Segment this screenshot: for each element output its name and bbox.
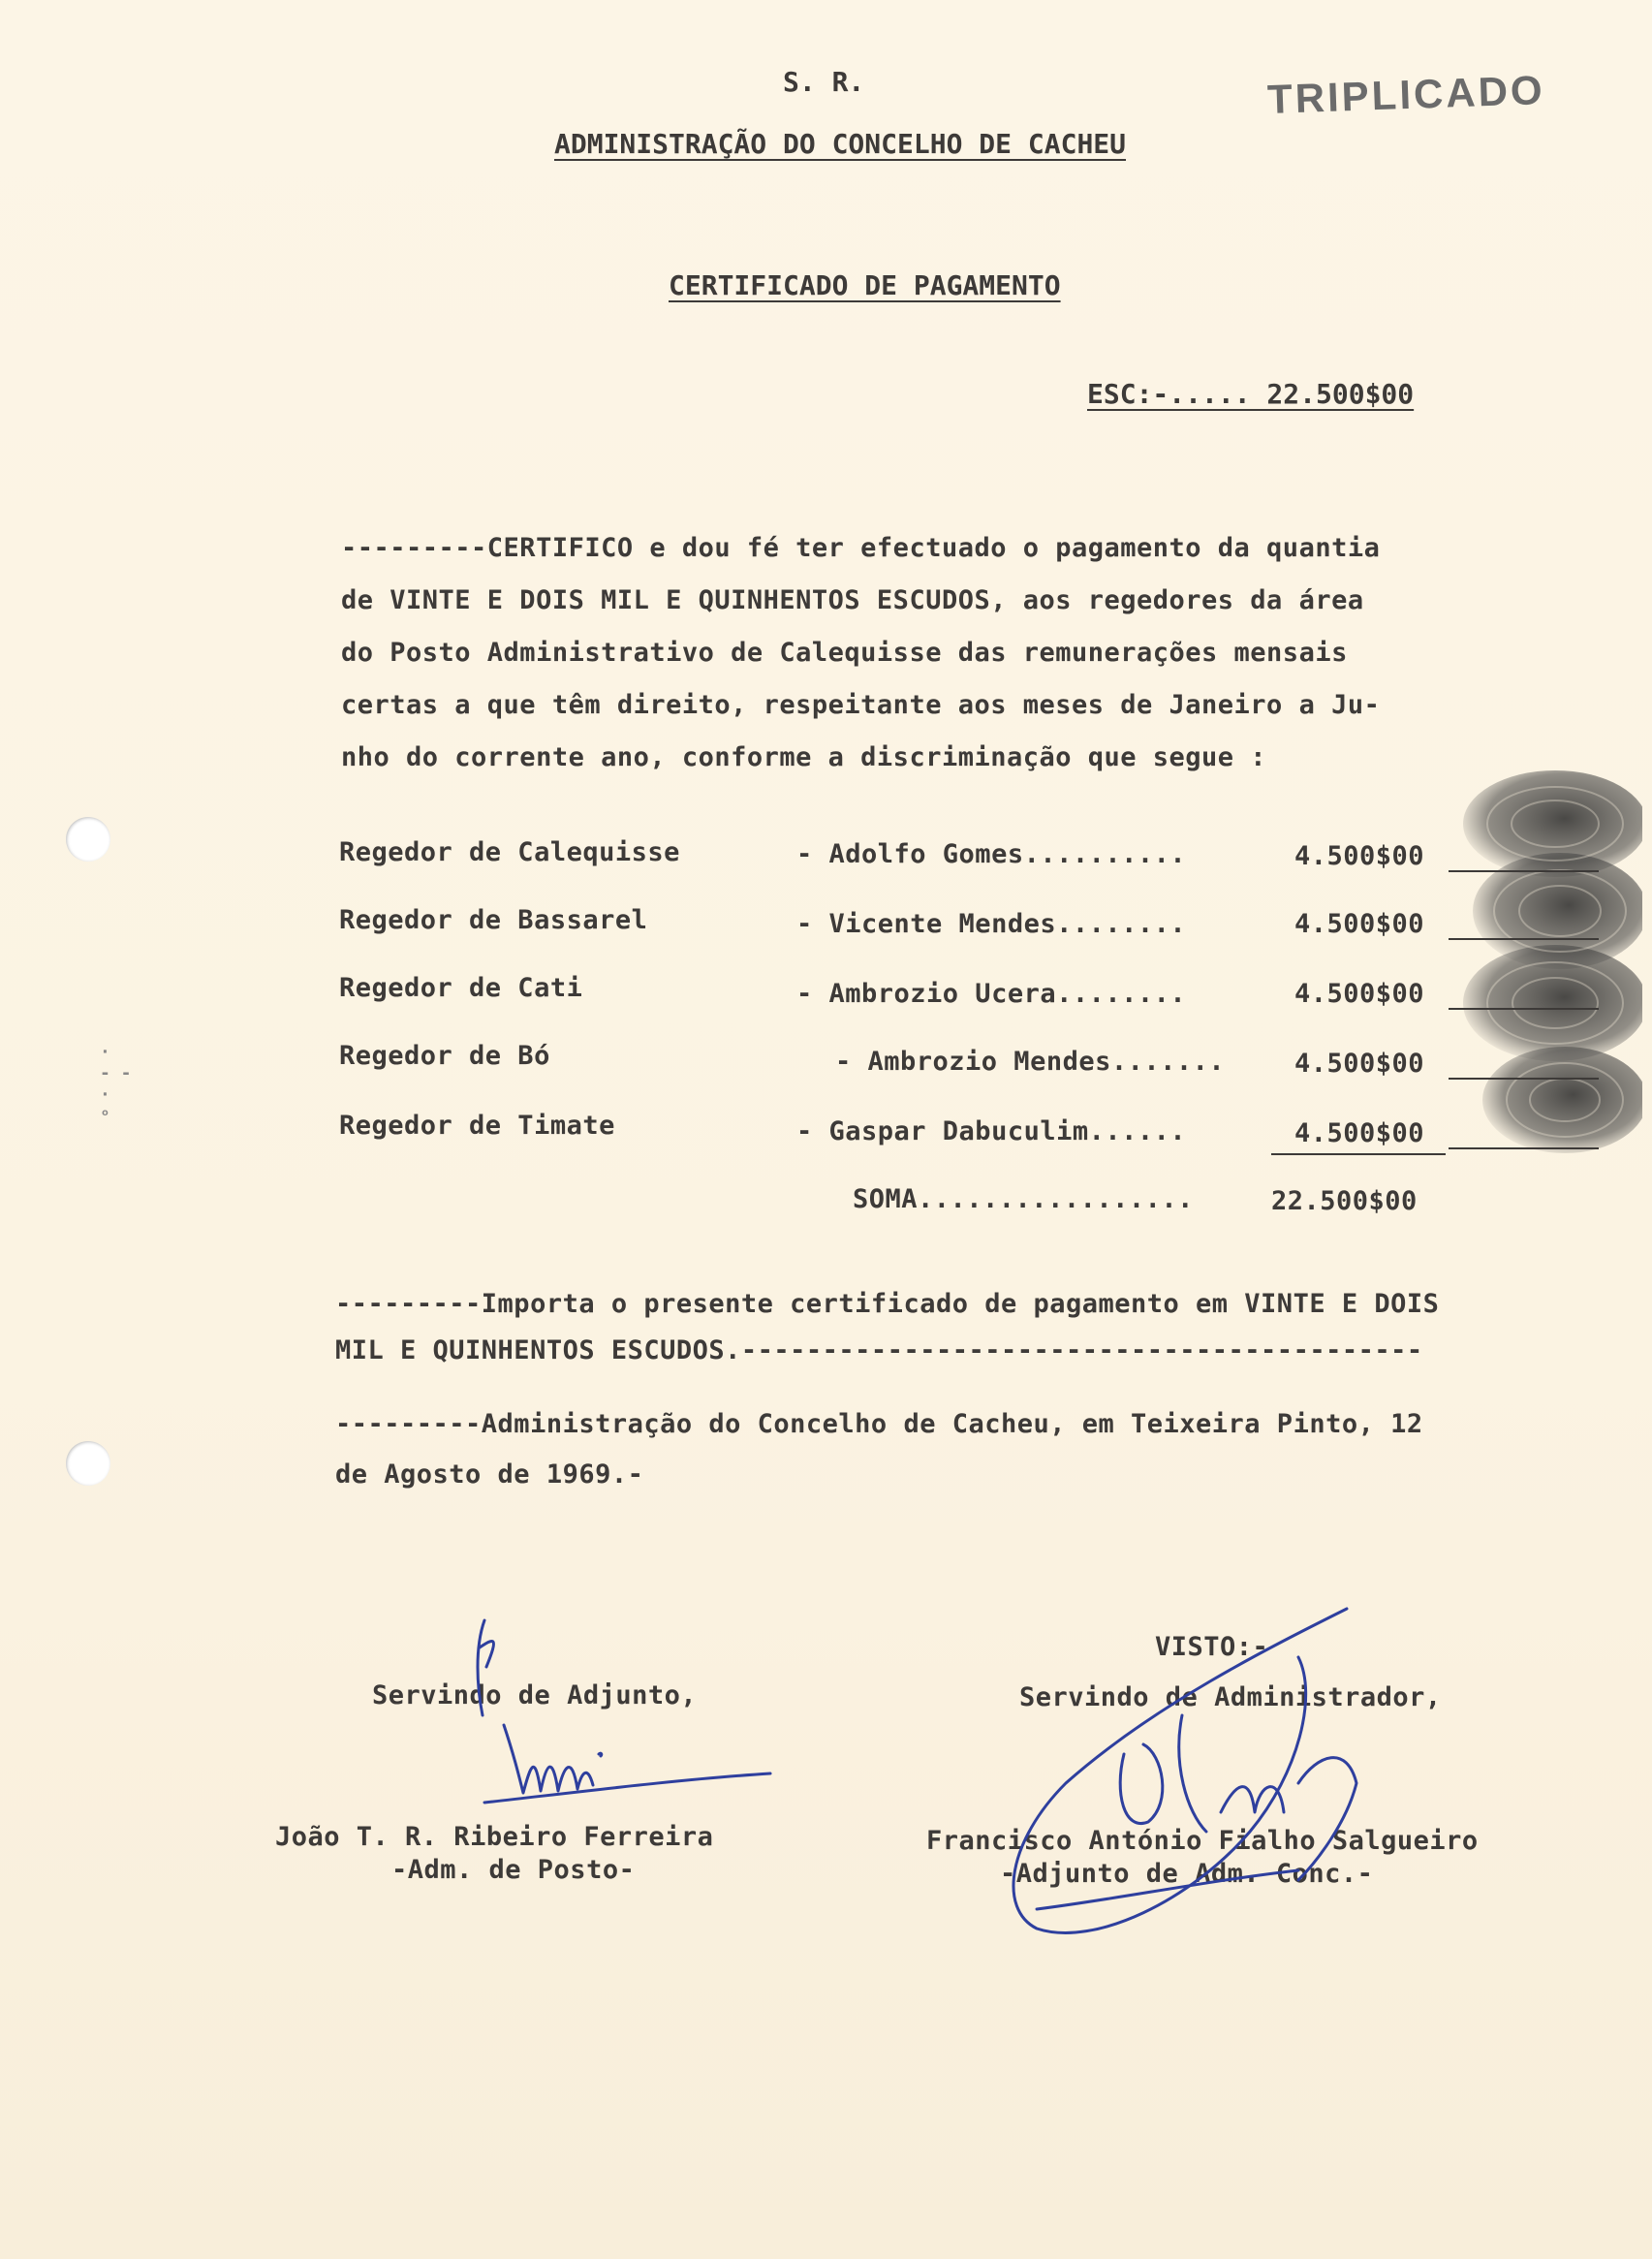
left-signer-name: João T. R. Ribeiro Ferreira — [275, 1822, 714, 1852]
sum-rule — [1271, 1153, 1446, 1155]
paragraph-line-3: do Posto Administrativo de Calequisse das remunerações mensais — [341, 638, 1348, 668]
paragraph-line-2: de VINTE E DOIS MIL E QUINHENTOS ESCUDOS, aos regedores da área — [341, 585, 1364, 615]
right-signer-name: Francisco António Fialho Salgueiro — [926, 1826, 1479, 1856]
payment-role-5: Regedor de Timate — [339, 1111, 615, 1141]
left-signer-lead: Servindo de Adjunto, — [372, 1680, 698, 1710]
payment-amount-1: 4.500$00 — [1294, 841, 1425, 871]
office-heading: ADMINISTRAÇÃO DO CONCELHO DE CACHEU — [554, 128, 1127, 160]
payment-line-1 — [1449, 870, 1599, 872]
payment-name-5: - Gaspar Dabuculim...... — [796, 1116, 1187, 1146]
payment-amount-3: 4.500$00 — [1294, 979, 1425, 1009]
triplicado-stamp: TRIPLICADO — [1266, 67, 1546, 122]
visto-label: VISTO:- — [1155, 1632, 1269, 1662]
paragraph-line-1: ---------CERTIFICO e dou fé ter efectuado o pagamento da quantia — [341, 533, 1381, 563]
payment-role-3: Regedor de Cati — [339, 973, 583, 1003]
document-title: CERTIFICADO DE PAGAMENTO — [669, 269, 1061, 301]
payment-role-2: Regedor de Bassarel — [339, 905, 648, 935]
sr-heading: S. R. — [783, 66, 865, 98]
sum-label: SOMA................. — [853, 1184, 1194, 1214]
date-line-1: ---------Administração do Concelho de Cacheu, em Teixeira Pinto, 12 — [335, 1409, 1423, 1439]
total-amount-header: ESC:-..... 22.500$00 — [1087, 378, 1415, 410]
payment-name-1: - Adolfo Gomes.......... — [796, 839, 1187, 869]
payment-line-3 — [1449, 1008, 1599, 1010]
left-signer-title: -Adm. de Posto- — [391, 1855, 636, 1885]
payment-name-2: - Vicente Mendes........ — [796, 909, 1187, 939]
punch-hole-top — [66, 817, 110, 862]
payment-amount-5: 4.500$00 — [1294, 1118, 1425, 1148]
paragraph-line-5: nho do corrente ano, conforme a discriminação que segue : — [341, 742, 1267, 772]
import-line-1: ---------Importa o presente certificado de pagamento em VINTE E DOIS — [335, 1289, 1440, 1319]
sum-amount: 22.500$00 — [1271, 1186, 1418, 1216]
payment-line-2 — [1449, 938, 1599, 940]
punch-hole-bottom — [66, 1441, 110, 1486]
payment-name-4: - Ambrozio Mendes....... — [835, 1047, 1226, 1077]
payment-role-1: Regedor de Calequisse — [339, 837, 680, 867]
payment-name-3: - Ambrozio Ucera........ — [796, 979, 1187, 1009]
paragraph-line-4: certas a que têm direito, respeitante aos meses de Janeiro a Ju- — [341, 690, 1381, 720]
payment-amount-4: 4.500$00 — [1294, 1049, 1425, 1079]
margin-marks: · - - · ᵒ — [100, 1042, 132, 1126]
payment-line-5 — [1449, 1147, 1599, 1149]
date-line-2: de Agosto de 1969.- — [335, 1459, 644, 1490]
right-signer-lead: Servindo de Administrador, — [1019, 1682, 1442, 1712]
right-signer-title: -Adjunto de Adm. Conc.- — [1000, 1859, 1374, 1889]
right-handwritten-signature — [979, 1589, 1444, 1958]
payment-role-4: Regedor de Bó — [339, 1041, 550, 1071]
left-handwritten-signature — [426, 1609, 775, 1822]
fingerprint-smudge — [1449, 766, 1642, 1173]
payment-amount-2: 4.500$00 — [1294, 909, 1425, 939]
payment-line-4 — [1449, 1078, 1599, 1080]
import-line-2: MIL E QUINHENTOS ESCUDOS.------------------------------------------ — [335, 1335, 1423, 1365]
